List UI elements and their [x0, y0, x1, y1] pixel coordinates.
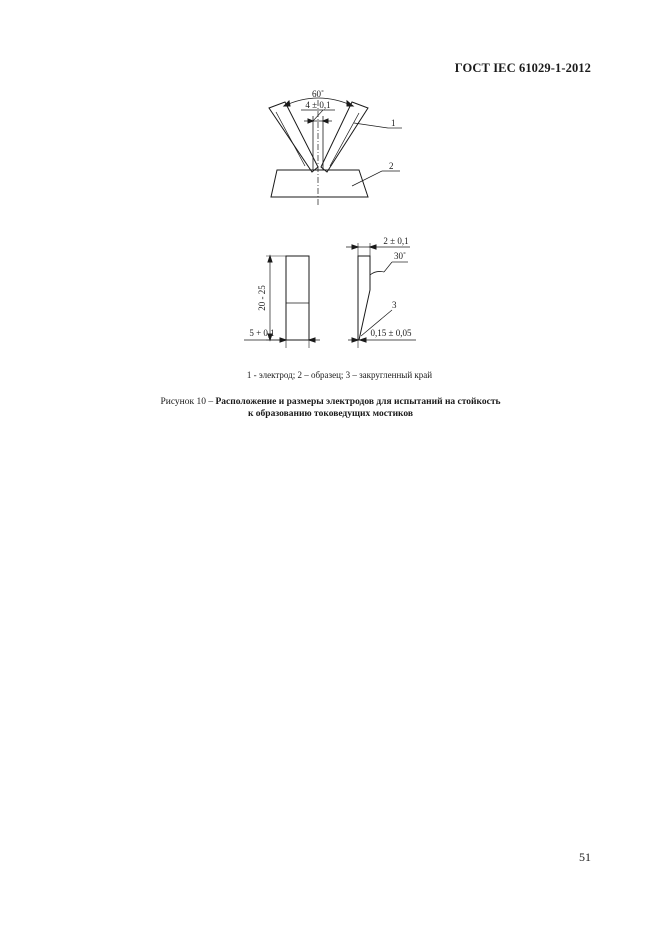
caption-title-line2: к образованию токоведущих мостиков: [247, 409, 414, 419]
callout-1: 1: [391, 118, 396, 128]
figure-legend: [0, 370, 661, 380]
specimen: [271, 170, 368, 197]
legend-text: 1 - электрод; 2 – образец; 3 – закругленный край: [246, 370, 433, 380]
page-number: 51: [579, 850, 591, 864]
right-electrode: [321, 102, 368, 172]
height-label: 20 - 25: [257, 285, 267, 311]
caption-title-line1: Расположение и размеры электродов для испытаний на стойкость: [215, 397, 501, 407]
angle-60-label: 60˚: [312, 89, 324, 99]
width-label: 5 + 0,1: [249, 328, 275, 338]
callout-3: 3: [392, 300, 397, 310]
angle-30-label: 30˚: [394, 251, 406, 261]
top-width-label: 2 ± 0,1: [383, 236, 409, 246]
figure-caption: [0, 396, 661, 420]
caption-prefix: Рисунок 10 –: [160, 397, 216, 407]
electrode-front-view: [286, 256, 309, 340]
document-header: ГОСТ IEC 61029-1-2012: [454, 61, 591, 75]
callout-2: 2: [389, 161, 394, 171]
electrode-side-view: [358, 256, 370, 340]
edge-label: 0,15 ± 0,05: [370, 328, 412, 338]
gap-label: 4 ± 0,1: [305, 100, 331, 110]
